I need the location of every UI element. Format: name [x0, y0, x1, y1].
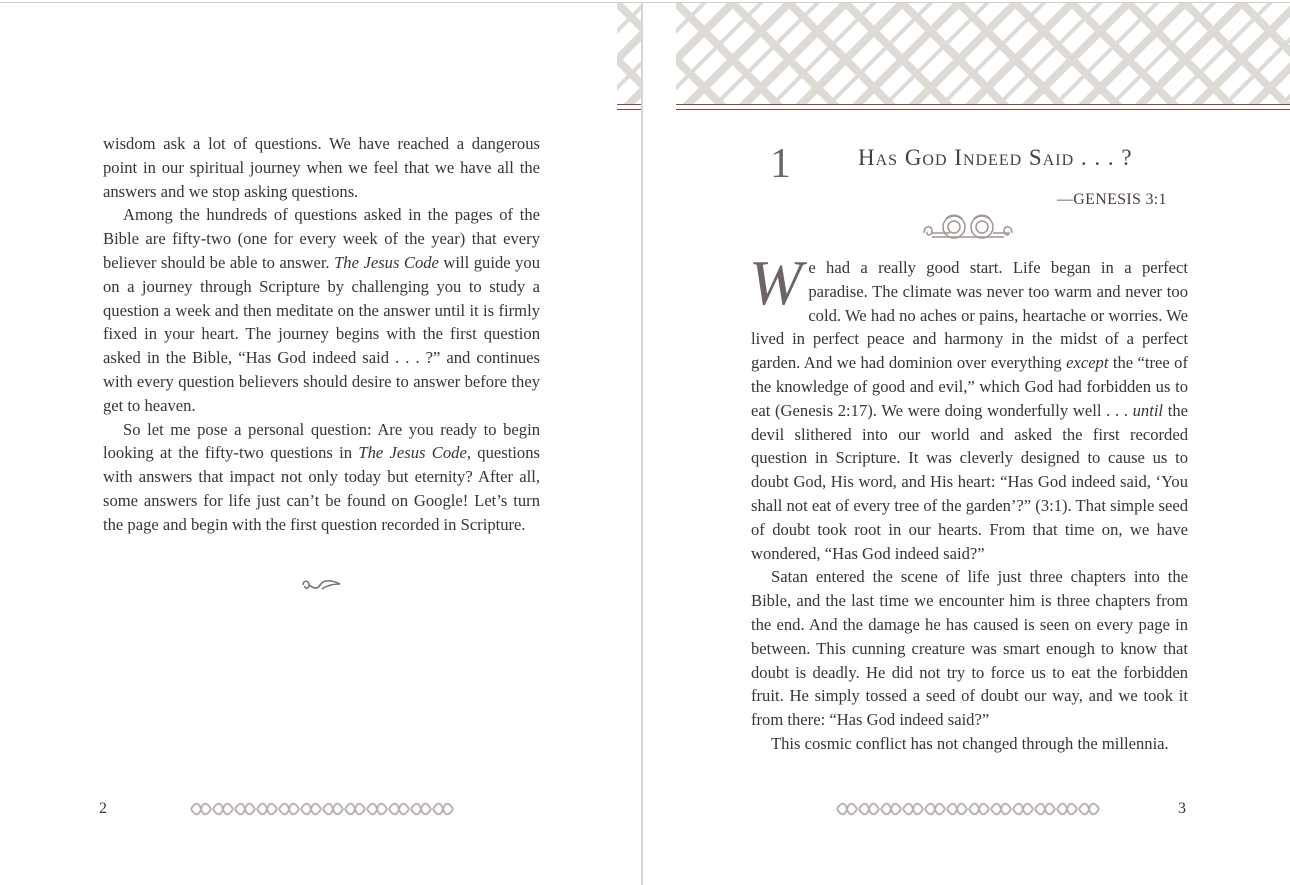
chapter-number: 1 — [770, 141, 791, 187]
chapter-ornament-icon — [920, 211, 1016, 248]
footer-ornament-left — [190, 800, 454, 823]
page-gutter — [641, 2, 643, 885]
paragraph: This cosmic conflict has not changed through the millennia. — [771, 733, 1169, 753]
footer-ornament-right — [836, 800, 1100, 823]
header-rule-left — [617, 104, 641, 110]
page-number-left: 2 — [99, 800, 107, 817]
paragraph: wisdom ask a lot of questions. We have reached a dangerous point in our spiritual journey when we feel that we have all the answers and we stop asking questions. — [103, 134, 540, 201]
chapter-title: Has God Indeed Said . . . ? — [858, 145, 1133, 170]
paragraph: So let me pose a personal question: Are you ready to begin looking at the fifty-two questions in The Jesus Code, questions with answers that impact not only today but eternity? After all, some answers for life just can’t be found on Google! Let’s turn the page and begin with the first question recorded in Scripture. — [103, 419, 540, 534]
header-rule-right — [676, 104, 1290, 110]
paragraph: Satan entered the scene of life just three chapters into the Bible, and the last time we encounter him is three chapters from the end. And the damage he has caused is seen on every page in between. This cunning creature was smart enough to know that doubt is deadly. He did not try to force us to eat the forbidden fruit. He simply tossed a seed of doubt our way, and we took it from there: “Has God indeed said?” — [751, 567, 1188, 730]
paragraph: We had a really good start. Life began in a perfect paradise. The climate was never too warm and never too cold. We had no aches or pains, heartache or worries. We lived in perfect peace and harmony in the midst of a perfect garden. And we had dominion over everything except the “tree of the knowledge of good and evil,” which God had forbidden us to eat (Genesis 2:17). We were doing wonderfully well . . . until the devil slithered into our world and asked the first recorded question in Scripture. It was cleverly designed to cause us to doubt God, His word, and His heart: “Has God indeed said, ‘You shall not eat of every tree of the garden’?” (3:1). That simple seed of doubt took root in our hearts. From that time on, we have wondered, “Has God indeed said?” — [749, 247, 1188, 563]
drop-cap: W — [749, 247, 803, 318]
decorative-pattern-left — [617, 3, 641, 104]
right-page-text — [749, 247, 1188, 756]
paragraph: Among the hundreds of questions asked in the pages of the Bible are fifty-two (one for every week of the year) that every believer should be able to answer. The Jesus Code will guide you on a journey through Scripture by challenging you to study a question a week and then meditate on the answer until it is firmly fixed in your heart. The journey begins with the first question asked in the Bible, “Has God indeed said . . . ?” and continues with every question believers should desire to answer before they get to heaven. — [103, 205, 540, 415]
epigraph-reference: —GENESIS 3:1 — [1057, 191, 1167, 208]
left-page-text — [103, 132, 540, 537]
decorative-pattern-right — [676, 3, 1290, 104]
section-end-ornament-icon — [300, 576, 342, 599]
page-number-right: 3 — [1178, 800, 1186, 817]
